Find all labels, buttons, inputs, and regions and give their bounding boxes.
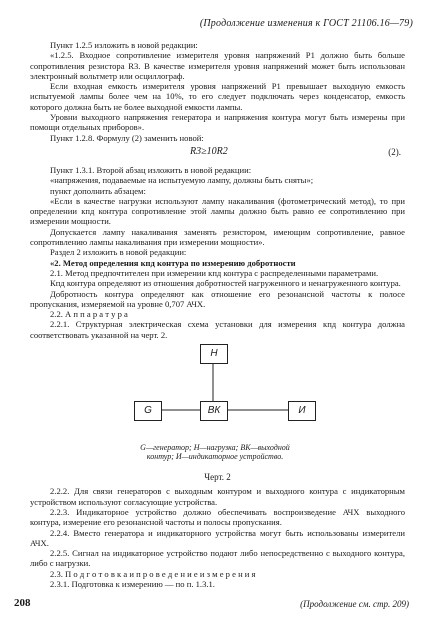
subsection-heading: 2.3. П о д г о т о в к а и п р о в е д е н и е и з м е р е н и я [50,568,256,579]
diagram-legend: G—генератор; Н—нагрузка; ВК—выходной контур; И—индикаторное устройство. [140,443,290,462]
subsection-heading: 2.2. А п п а р а т у р а [50,309,128,320]
paragraph: Уровни выходного напряжения генератора и напряжения контура могут быть измерены при помощи отдельных приборов». [30,112,405,133]
block-indicator: И [288,401,316,421]
paragraph: Пункт 1.3.1. Второй абзац изложить в новой редакции: [50,164,252,175]
figure-label: Черт. 2 [204,472,231,483]
paragraph: Пункт 1.2.5 изложить в новой редакции: [50,40,198,50]
paragraph: Пункт 1.2.8. Формулу (2) заменить новой: [50,132,204,143]
block-output-circuit: ВК [200,401,228,421]
paragraphs-bottom [30,486,405,589]
paragraph: 2.1. Метод предпочтителен при измерении кпд контура с распределенными параметрами. [50,267,379,278]
section-heading: «2. Метод определения кпд контура по измерению добротности [50,257,296,268]
block-diagram [0,340,427,470]
block-generator: G [134,401,162,421]
paragraph: 2.3.1. Подготовка к измерению — по п. 1.3.1. [50,578,215,589]
paragraph: 2.2.1. Структурная электрическая схема установки для измерения кпд контура должна соответствовать указанной на черт. 2. [30,319,405,340]
paragraph: пункт дополнить абзацем: [50,185,146,196]
paragraph: 2.2.3. Индикаторное устройство должно обеспечивать воспроизведение АЧХ выходного контура, измерение его резонансной частоты и полосы пропускания. [30,506,405,528]
paragraph: Если входная емкость измерителя уровня напряжений P1 превышает выходную емкость испытуемой лампы более чем на 10%, то его следует подключать через конденсатор, емкость которого должна быть не более выходной емкости лампы. [30,81,405,112]
paragraph: «напряжения, подаваемые на испытуемую лампу, должны быть сняты»; [50,175,314,186]
page-header: (Продолжение изменения к ГОСТ 21106.16—79) [199,18,413,29]
formula-expression: R3≥10R2 [190,145,228,157]
paragraph: «Если в качестве нагрузки используют лампу накаливания (фотометрический метод), то при определении кпд контура сопротивление этой лампы должно быть равно ее сопротивлению при измерении мощности. [30,195,405,227]
formula-number: (2). [388,146,401,157]
paragraph: Раздел 2 изложить в новой редакции: [50,247,187,258]
continuation-note: (Продолжение см. стр. 209) [300,599,409,609]
paragraph: «1.2.5. Входное сопротивление измерителя уровня напряжений P1 должно быть больше сопротивления резистора R3. В качестве измерителя уровня напряжений может быть использован электронный вольтметр или осциллограф. [30,50,405,81]
paragraph: Кпд контура определяют из отношения добротностей нагруженного и ненагруженного контура. [50,278,401,289]
paragraphs-top [30,40,405,143]
paragraph: 2.2.2. Для связи генераторов с выходным контуром и выходного контура с индикаторным устройством используют согласующие устройства. [30,486,405,507]
paragraph: Добротность контура определяют как отношение его резонансной частоты к полосе пропускания, измеряемой на уровне 0,707 АЧХ. [30,288,405,309]
paragraph: 2.2.4. Вместо генератора и индикаторного устройства могут быть использованы измерители АЧХ. [30,527,405,548]
paragraph: 2.2.5. Сигнал на индикаторное устройство подают либо непосредственно с выходного контура, либо с нагрузки. [30,548,405,569]
block-load: Н [200,344,228,364]
paragraphs-mid [30,165,405,340]
document-body [30,40,405,589]
formula [30,147,405,161]
page-number: 208 [14,597,31,609]
paragraph: Допускается лампу накаливания заменять резистором, имеющим сопротивление, равное сопротивлению лампы накаливания при измерении мощности». [30,226,405,248]
